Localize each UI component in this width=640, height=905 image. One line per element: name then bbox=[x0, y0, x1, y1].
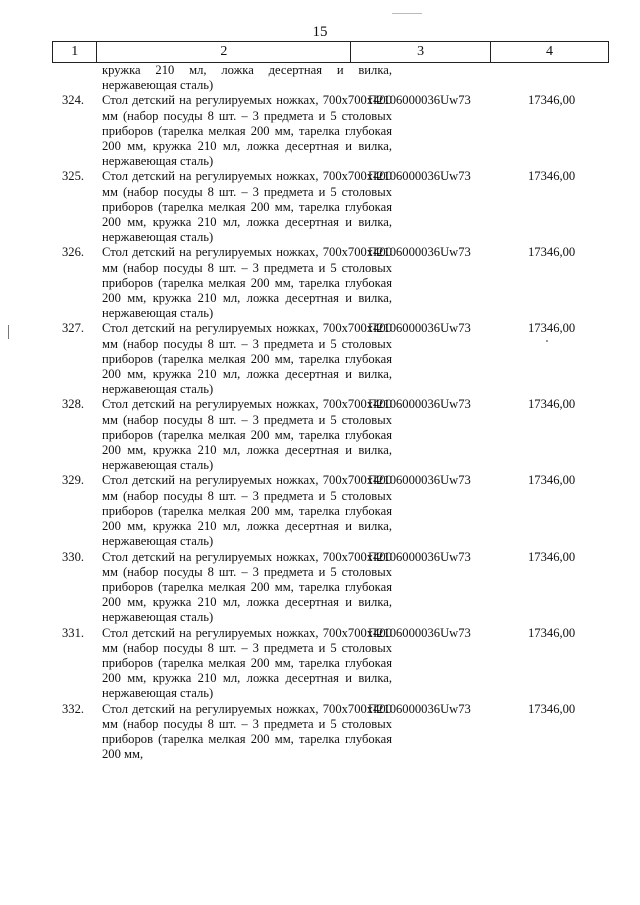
row-price: 17346,00 bbox=[528, 473, 576, 488]
row-description: Стол детский на регулируемых ножках, 700х700х400 мм (набор посуды 8 шт. – 3 предмета и 5 столовых приборов (тарелка мелкая 200 мм, тарелка глубокая 200 мм, кружка 210 мл, ложка десертная и вилка, нержавеющая сталь) bbox=[102, 397, 392, 473]
scan-artifact-mark bbox=[8, 325, 9, 339]
row-description: Стол детский на регулируемых ножках, 700х700х400 мм (набор посуды 8 шт. – 3 предмета и 5 столовых приборов (тарелка мелкая 200 мм, тарелка глубокая 200 мм, кружка 210 мл, ложка десертная и вилка, нержавеющая сталь) bbox=[102, 169, 392, 245]
row-number: 331. bbox=[62, 625, 85, 640]
column-header-table bbox=[52, 41, 609, 63]
row-code: П2106000036Uw73 bbox=[368, 93, 471, 108]
table-row bbox=[52, 93, 609, 169]
row-number: 327. bbox=[62, 321, 85, 336]
row-number: 329. bbox=[62, 473, 85, 488]
row-price: 17346,00 bbox=[528, 93, 576, 108]
row-price: 17346,00 bbox=[528, 321, 576, 336]
row-code: П2106000036Uw73 bbox=[368, 625, 471, 640]
table-row bbox=[52, 169, 609, 245]
row-price: 17346,00 bbox=[528, 169, 576, 184]
row-code: П2106000036Uw73 bbox=[368, 321, 471, 336]
column-header-3: 3 bbox=[351, 42, 491, 63]
table-row bbox=[52, 321, 609, 397]
continuation-text: кружка 210 мл, ложка десертная и вилка, нержавеющая сталь) bbox=[102, 63, 392, 93]
row-code: П2106000036Uw73 bbox=[368, 397, 471, 412]
row-number: 324. bbox=[62, 93, 85, 108]
row-description: Стол детский на регулируемых ножках, 700х700х400 мм (набор посуды 8 шт. – 3 предмета и 5 столовых приборов (тарелка мелкая 200 мм, тарелка глубокая 200 мм, кружка 210 мл, ложка десертная и вилка, нержавеющая сталь) bbox=[102, 321, 392, 397]
row-description: Стол детский на регулируемых ножках, 700х700х400 мм (набор посуды 8 шт. – 3 предмета и 5 столовых приборов (тарелка мелкая 200 мм, тарелка глубокая 200 мм, кружка 210 мл, ложка десертная и вилка, нержавеющая сталь) bbox=[102, 549, 392, 625]
row-number: 332. bbox=[62, 701, 85, 716]
row-code: П2106000036Uw73 bbox=[368, 169, 471, 184]
column-header-2: 2 bbox=[97, 42, 351, 63]
row-code: П2106000036Uw73 bbox=[368, 473, 471, 488]
column-header-1: 1 bbox=[53, 42, 97, 63]
row-price: 17346,00 bbox=[528, 397, 576, 412]
row-price: 17346,00 bbox=[528, 549, 576, 564]
column-header-row bbox=[53, 42, 609, 63]
table-row bbox=[52, 397, 609, 473]
row-description: Стол детский на регулируемых ножках, 700х700х400 мм (набор посуды 8 шт. – 3 предмета и 5 столовых приборов (тарелка мелкая 200 мм, тарелка глубокая 200 мм, кружка 210 мл, ложка десертная и вилка, нержавеющая сталь) bbox=[102, 93, 392, 169]
row-description: Стол детский на регулируемых ножках, 700х700х400 мм (набор посуды 8 шт. – 3 предмета и 5 столовых приборов (тарелка мелкая 200 мм, тарелка глубокая 200 мм, кружка 210 мл, ложка десертная и вилка, нержавеющая сталь) bbox=[102, 473, 392, 549]
row-code: П2106000036Uw73 bbox=[368, 549, 471, 564]
scan-artifact-dot bbox=[546, 340, 548, 342]
table-row bbox=[52, 550, 609, 626]
row-description: Стол детский на регулируемых ножках, 700х700х400 мм (набор посуды 8 шт. – 3 предмета и 5 столовых приборов (тарелка мелкая 200 мм, тарелка глубокая 200 мм, кружка 210 мл, ложка десертная и вилка, нержавеющая сталь) bbox=[102, 625, 392, 701]
price-list-body bbox=[52, 63, 609, 762]
continuation-row bbox=[52, 63, 609, 93]
table-row bbox=[52, 702, 609, 763]
row-number: 325. bbox=[62, 169, 85, 184]
row-number: 326. bbox=[62, 245, 85, 260]
row-code: П2106000036Uw73 bbox=[368, 701, 471, 716]
table-row bbox=[52, 626, 609, 702]
scan-artifact-line bbox=[392, 13, 422, 14]
row-number: 330. bbox=[62, 549, 85, 564]
page-number: 15 bbox=[312, 24, 328, 40]
row-number: 328. bbox=[62, 397, 85, 412]
row-description: Стол детский на регулируемых ножках, 700х700х400 мм (набор посуды 8 шт. – 3 предмета и 5 столовых приборов (тарелка мелкая 200 мм, тарелка глубокая 200 мм, кружка 210 мл, ложка десертная и вилка, нержавеющая сталь) bbox=[102, 245, 392, 321]
row-code: П2106000036Uw73 bbox=[368, 245, 471, 260]
row-price: 17346,00 bbox=[528, 245, 576, 260]
row-description: Стол детский на регулируемых ножках, 700х700х400 мм (набор посуды 8 шт. – 3 предмета и 5 столовых приборов (тарелка мелкая 200 мм, тарелка глубокая 200 мм, bbox=[102, 701, 392, 762]
row-price: 17346,00 bbox=[528, 701, 576, 716]
table-row bbox=[52, 245, 609, 321]
column-header-4: 4 bbox=[490, 42, 608, 63]
row-price: 17346,00 bbox=[528, 625, 576, 640]
table-row bbox=[52, 473, 609, 549]
